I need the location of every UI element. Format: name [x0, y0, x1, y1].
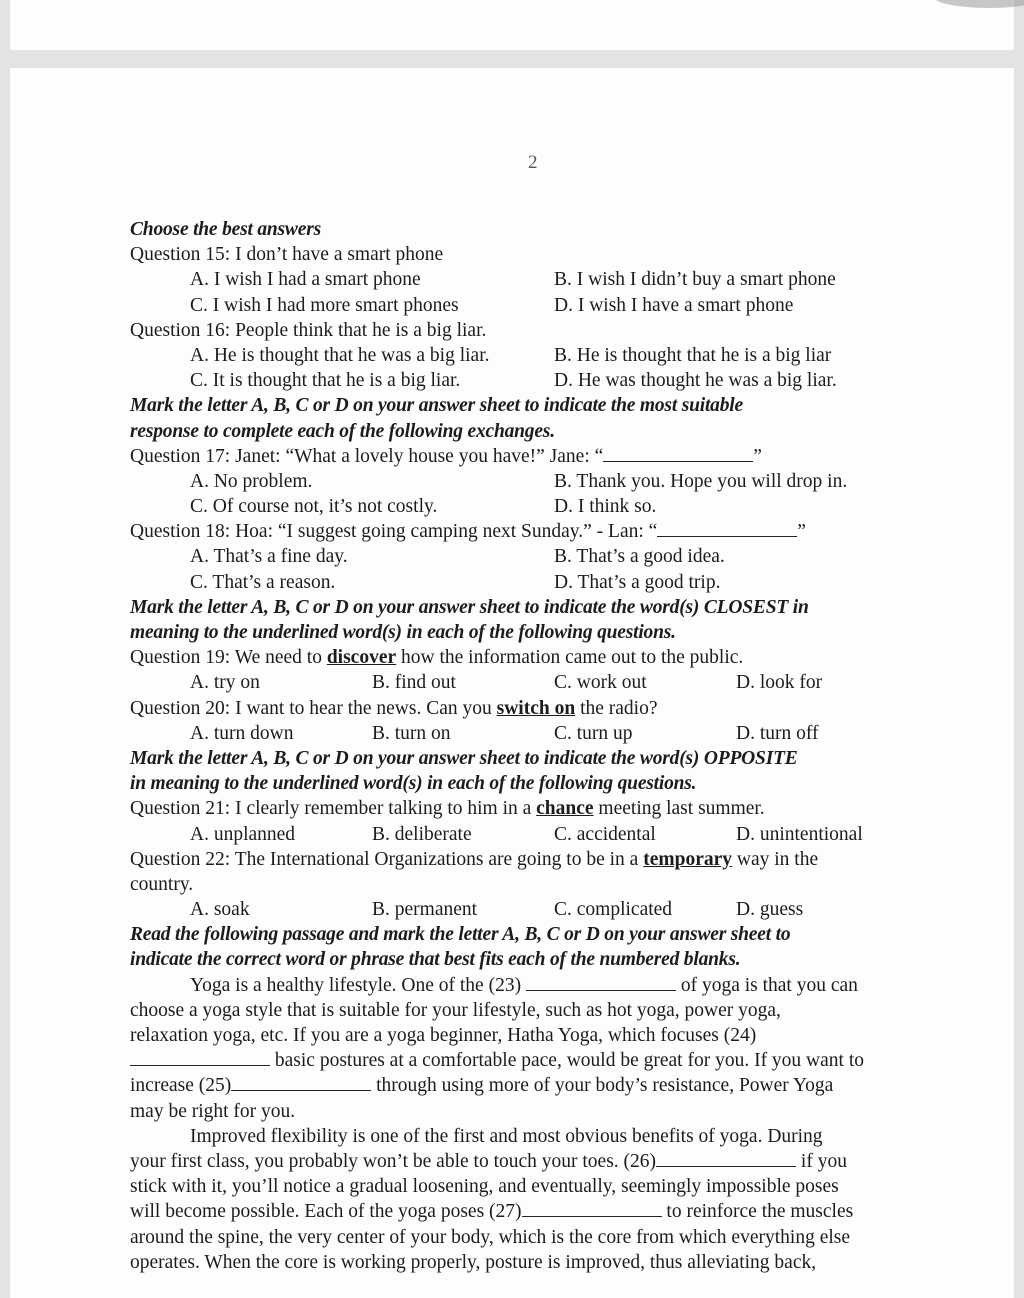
passage-line: around the spine, the very center of your body, which is the core from which everything else: [130, 1226, 851, 1248]
passage-line: may be right for you.: [130, 1100, 296, 1122]
option-c[interactable]: C. That’s a reason.: [190, 571, 336, 593]
answer-blank[interactable]: [657, 519, 797, 537]
option-b[interactable]: B. I wish I didn’t buy a smart phone: [554, 269, 836, 291]
option-a[interactable]: A. That’s a fine day.: [190, 546, 348, 568]
section-title-cont: response to complete each of the following exchanges.: [130, 420, 555, 442]
passage-line: stick with it, you’ll notice a gradual loosening, and eventually, seemingly impossible poses: [130, 1176, 839, 1198]
blank-26[interactable]: [656, 1149, 796, 1167]
passage-line: [130, 1048, 942, 1073]
question-15-stem: Question 15: I don’t have a smart phone: [130, 244, 444, 266]
passage-line: [130, 1199, 942, 1224]
question-17-options-row-2: [130, 494, 942, 519]
stem-text: Question 19: We need to: [130, 647, 327, 669]
closing-quote: ”: [797, 521, 806, 543]
section-title-cont: indicate the correct word or phrase that best fits each of the numbered blanks.: [130, 949, 741, 971]
passage-text: through using more of your body’s resistance, Power Yoga: [371, 1075, 834, 1097]
option-d[interactable]: D. unintentional: [736, 823, 863, 845]
question-22-options: [130, 897, 942, 922]
option-c[interactable]: C. accidental: [554, 823, 656, 845]
option-a[interactable]: A. I wish I had a smart phone: [190, 269, 421, 291]
option-d[interactable]: D. I think so.: [554, 496, 657, 518]
shadow-artifact: [934, 0, 1024, 8]
option-b[interactable]: B. permanent: [372, 899, 478, 921]
option-a[interactable]: A. No problem.: [190, 470, 313, 492]
option-a[interactable]: A. unplanned: [190, 823, 296, 845]
option-d[interactable]: D. I wish I have a smart phone: [554, 294, 794, 316]
stem-text: how the information came out to the public.: [396, 647, 744, 669]
question-18-options-row-2: [130, 570, 942, 595]
section-title: Mark the letter A, B, C or D on your answer sheet to indicate the word(s) CLOSEST in: [130, 596, 809, 618]
passage-text: if you: [796, 1150, 847, 1172]
option-d[interactable]: D. He was thought he was a big liar.: [554, 370, 837, 392]
section-title: Read the following passage and mark the letter A, B, C or D on your answer sheet to: [130, 924, 791, 946]
question-21-stem: [130, 796, 942, 821]
passage-text: increase (25): [130, 1075, 232, 1097]
answer-blank[interactable]: [603, 444, 753, 462]
passage-text: Yoga is a healthy lifestyle. One of the (23): [190, 974, 526, 996]
question-22-stem-cont: country.: [130, 873, 194, 895]
option-a[interactable]: A. He is thought that he was a big liar.: [190, 344, 490, 366]
blank-25[interactable]: [231, 1073, 371, 1091]
question-18-stem: [130, 519, 942, 544]
passage-text: of yoga is that you can: [675, 974, 858, 996]
option-d[interactable]: D. That’s a good trip.: [554, 571, 721, 593]
stem-text: Question 18: Hoa: “I suggest going camping next Sunday.” - Lan: “: [130, 521, 658, 543]
question-16-stem: Question 16: People think that he is a big liar.: [130, 319, 487, 341]
underlined-word: chance: [536, 798, 594, 820]
question-20-stem: [130, 696, 942, 721]
passage-text: your first class, you probably won’t be able to touch your toes. (26): [130, 1150, 657, 1172]
option-b[interactable]: B. That’s a good idea.: [554, 546, 725, 568]
question-17-stem: [130, 444, 942, 469]
stem-text: meeting last summer.: [593, 798, 765, 820]
stem-text: Question 20: I want to hear the news. Can you: [130, 697, 497, 719]
passage-line: [130, 973, 942, 998]
question-15-options-row-1: [130, 267, 942, 292]
question-16-options-row-1: [130, 343, 942, 368]
passage-line: operates. When the core is working properly, posture is improved, thus alleviating back,: [130, 1251, 817, 1273]
section-title-cont: in meaning to the underlined word(s) in each of the following questions.: [130, 773, 697, 795]
passage-text: to reinforce the muscles: [661, 1201, 854, 1223]
section-title-cont: meaning to the underlined word(s) in each of the following questions.: [130, 622, 676, 643]
option-c[interactable]: C. turn up: [554, 722, 633, 744]
question-16-options-row-2: [130, 368, 942, 393]
section-title: Choose the best answers: [130, 219, 321, 240]
option-b[interactable]: B. deliberate: [372, 823, 472, 845]
question-19-options: [130, 670, 942, 695]
blank-23[interactable]: [526, 973, 676, 991]
page-number: 2: [528, 152, 538, 173]
option-d[interactable]: D. guess: [736, 899, 804, 921]
underlined-word: switch on: [496, 697, 576, 719]
option-c[interactable]: C. It is thought that he is a big liar.: [190, 370, 461, 392]
option-c[interactable]: C. I wish I had more smart phones: [190, 294, 459, 316]
option-b[interactable]: B. He is thought that he is a big liar: [554, 344, 832, 366]
passage-line: relaxation yoga, etc. If you are a yoga beginner, Hatha Yoga, which focuses (24): [130, 1025, 757, 1046]
passage-text: basic postures at a comfortable pace, would be great for you. If you want to: [270, 1050, 865, 1072]
stem-text: Question 21: I clearly remember talking to him in a: [130, 798, 537, 820]
section-title: Mark the letter A, B, C or D on your answer sheet to indicate the word(s) OPPOSITE: [130, 747, 798, 769]
blank-24[interactable]: [130, 1048, 270, 1066]
passage-line: [130, 1073, 942, 1098]
option-b[interactable]: B. turn on: [372, 722, 451, 744]
question-19-stem: [130, 645, 942, 670]
closing-quote: ”: [753, 445, 762, 467]
blank-27[interactable]: [522, 1199, 662, 1217]
option-a[interactable]: A. turn down: [190, 722, 294, 744]
passage-line: [130, 1149, 942, 1174]
previous-page: [10, 0, 1014, 50]
worksheet-content: [130, 217, 942, 1275]
question-20-options: [130, 721, 942, 746]
stem-text: way in the: [732, 848, 819, 870]
option-d[interactable]: D. look for: [736, 672, 823, 694]
passage-text: will become possible. Each of the yoga poses (27): [130, 1201, 522, 1223]
option-b[interactable]: B. find out: [372, 672, 456, 694]
question-17-options-row-1: [130, 469, 942, 494]
stem-text: Question 17: Janet: “What a lovely house you have!” Jane: “: [130, 445, 604, 467]
option-a[interactable]: A. try on: [190, 672, 260, 694]
question-18-options-row-1: [130, 544, 942, 569]
question-22-stem: [130, 847, 942, 872]
option-b[interactable]: B. Thank you. Hope you will drop in.: [554, 470, 848, 492]
section-title: Mark the letter A, B, C or D on your answer sheet to indicate the most suitable: [130, 395, 743, 417]
option-d[interactable]: D. turn off: [736, 722, 819, 744]
underlined-word: temporary: [643, 848, 733, 870]
option-c[interactable]: C. Of course not, it’s not costly.: [190, 496, 438, 518]
stem-text: Question 22: The International Organizations are going to be in a: [130, 848, 644, 870]
passage-line: choose a yoga style that is suitable for your lifestyle, such as hot yoga, power yoga,: [130, 999, 781, 1021]
stem-text: the radio?: [575, 697, 658, 719]
passage-line: Improved flexibility is one of the first and most obvious benefits of yoga. During: [190, 1125, 823, 1147]
option-a[interactable]: A. soak: [190, 899, 250, 921]
option-c[interactable]: C. work out: [554, 672, 647, 694]
option-c[interactable]: C. complicated: [554, 899, 673, 921]
question-15-options-row-2: [130, 293, 942, 318]
underlined-word: discover: [326, 647, 397, 669]
question-21-options: [130, 822, 942, 847]
